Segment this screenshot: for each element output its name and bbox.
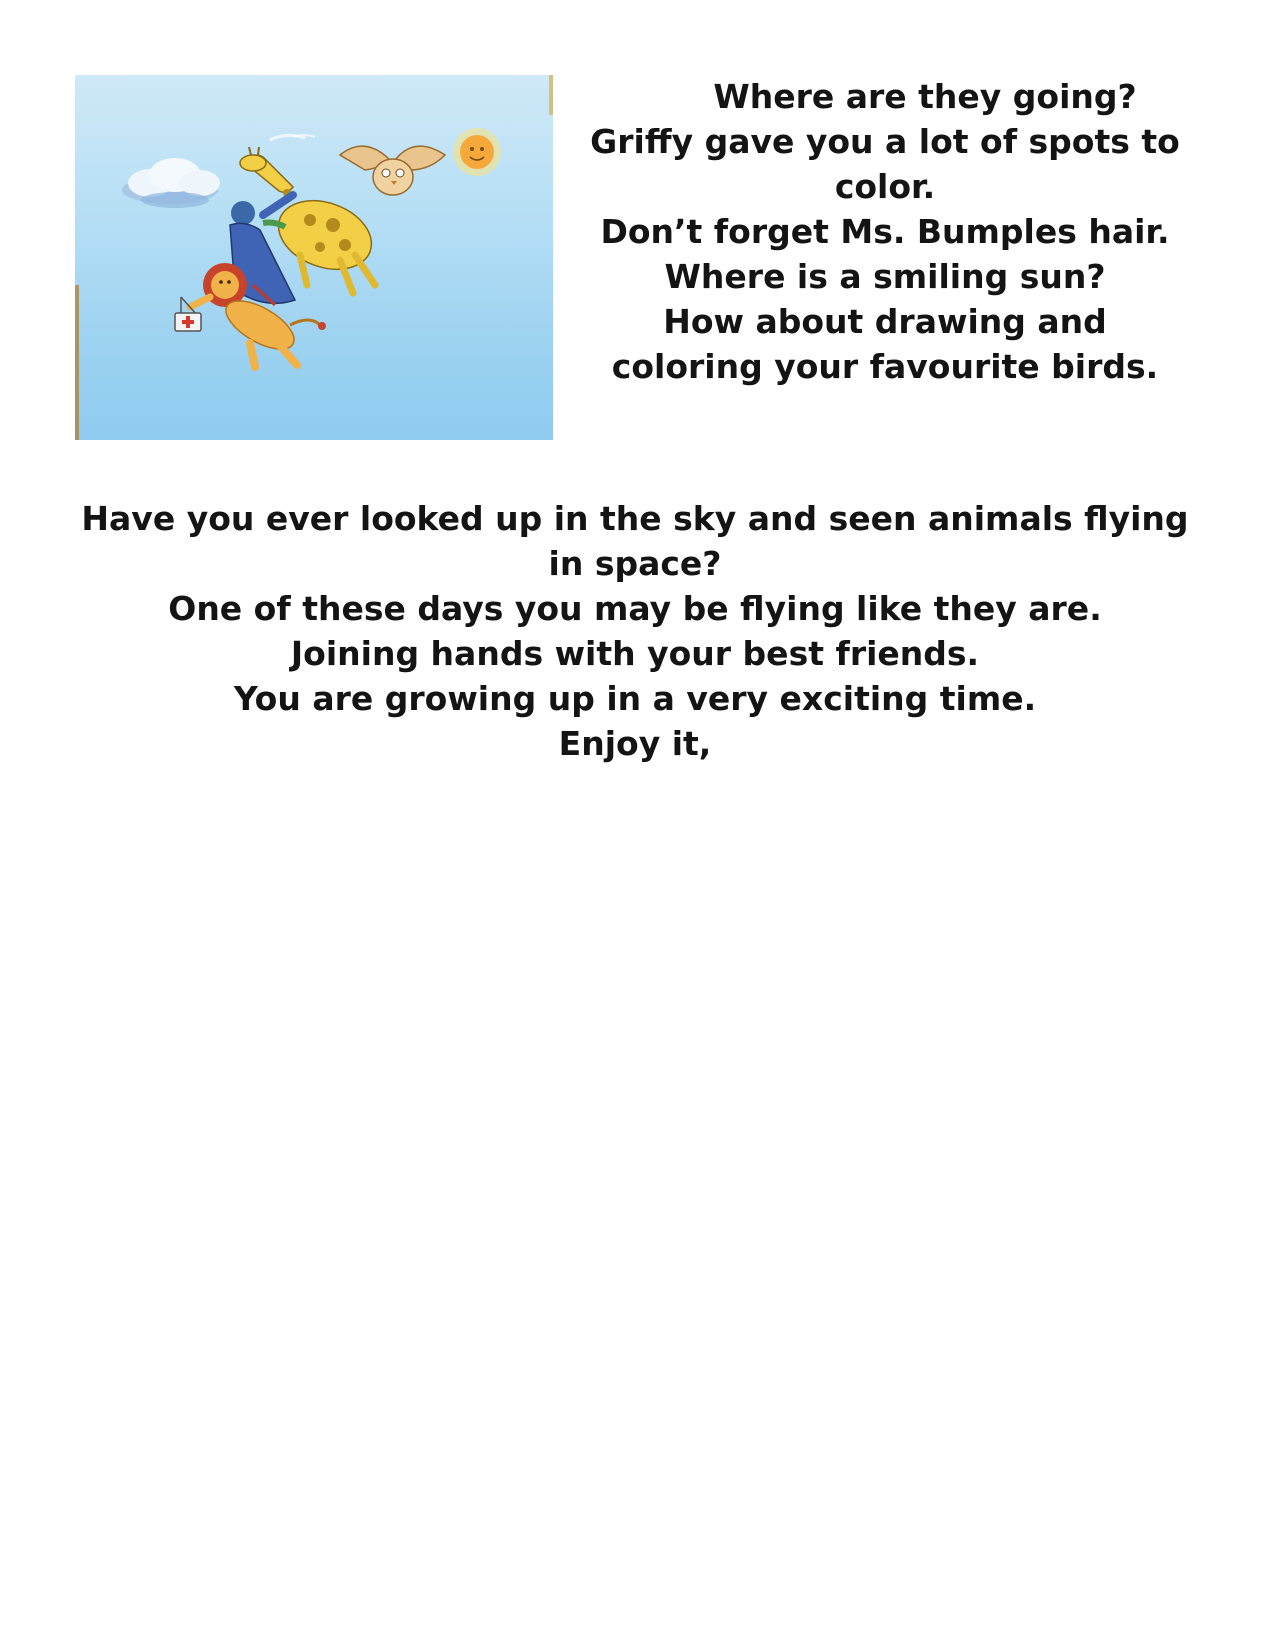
prompt-line: Where is a smiling sun? bbox=[664, 257, 1106, 296]
flying-animals-illustration bbox=[75, 75, 553, 440]
owl-icon bbox=[340, 146, 445, 195]
smiling-sun-icon bbox=[453, 128, 501, 176]
story-line: One of these days you may be flying like they are. bbox=[168, 589, 1102, 628]
story-line: Enjoy it, bbox=[558, 724, 712, 763]
coloring-prompts bbox=[585, 74, 1185, 389]
story-line: Joining hands with your best friends. bbox=[290, 634, 980, 673]
prompt-line: How about drawing and coloring your favourite birds. bbox=[611, 302, 1159, 386]
story-illustration bbox=[75, 75, 553, 440]
prompt-line: Where are they going? bbox=[713, 77, 1137, 116]
story-line: Have you ever looked up in the sky and seen animals flying in space? bbox=[81, 499, 1189, 583]
prompt-line: Don’t forget Ms. Bumples hair. bbox=[600, 212, 1170, 251]
prompt-line: Griffy gave you a lot of spots to color. bbox=[590, 122, 1180, 206]
cloud-icon bbox=[122, 158, 220, 208]
story-line: You are growing up in a very exciting time. bbox=[233, 679, 1037, 718]
story-paragraph bbox=[70, 496, 1200, 766]
